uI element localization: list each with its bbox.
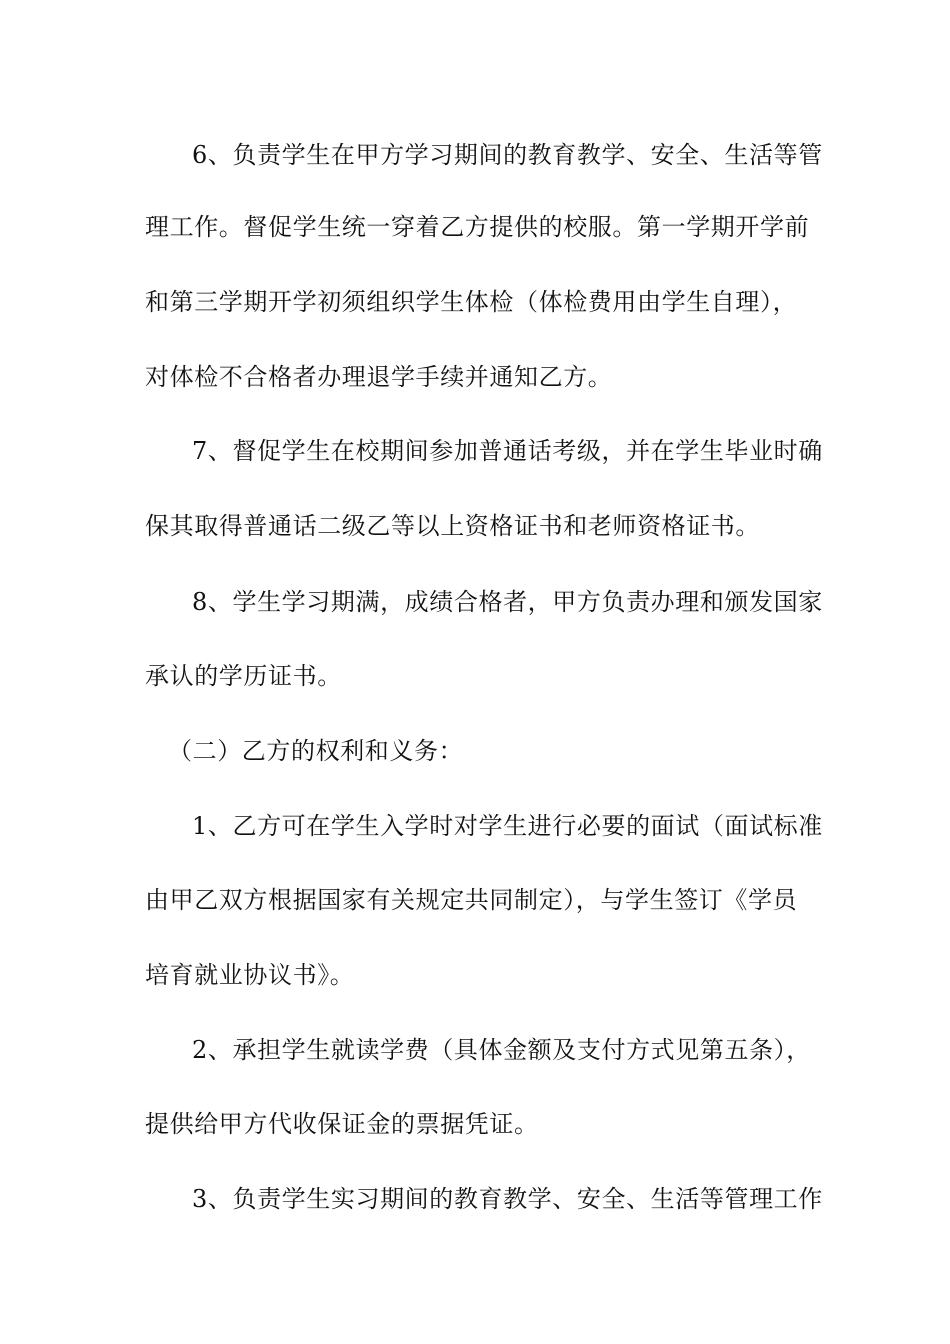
paragraph-6-line-2: 理工作。督促学生统一穿着乙方提供的校服。第一学期开学前 — [145, 213, 810, 241]
paragraph-8-line-1: 8、学生学习期满，成绩合格者，甲方负责办理和颁发国家 — [192, 588, 823, 616]
item-1-line-3: 培育就业协议书》。 — [145, 961, 355, 989]
paragraph-7-line-2: 保其取得普通话二级乙等以上资格证书和老师资格证书。 — [145, 512, 760, 540]
item-1-line-2: 由甲乙双方根据国家有关规定共同制定），与学生签订《学员 — [145, 886, 798, 914]
item-2-line-1: 2、承担学生就读学费（具体金额及支付方式见第五条）， — [192, 1036, 811, 1064]
paragraph-8-line-2: 承认的学历证书。 — [145, 662, 342, 690]
item-1-line-1: 1、乙方可在学生入学时对学生进行必要的面试（面试标准 — [192, 812, 823, 840]
paragraph-7-line-1: 7、督促学生在校期间参加普通话考级，并在学生毕业时确 — [192, 437, 823, 465]
paragraph-6-line-4: 对体检不合格者办理退学手续并通知乙方。 — [145, 363, 613, 391]
paragraph-6-line-1: 6、负责学生在甲方学习期间的教育教学、安全、生活等管 — [192, 141, 823, 169]
item-2-line-2: 提供给甲方代收保证金的票据凭证。 — [145, 1110, 539, 1138]
paragraph-6-line-3: 和第三学期开学初须组织学生体检（体检费用由学生自理）， — [145, 288, 798, 316]
section-heading-party-b: （二）乙方的权利和义务： — [168, 737, 464, 765]
item-3-line-1: 3、负责学生实习期间的教育教学、安全、生活等管理工作 — [192, 1185, 823, 1213]
